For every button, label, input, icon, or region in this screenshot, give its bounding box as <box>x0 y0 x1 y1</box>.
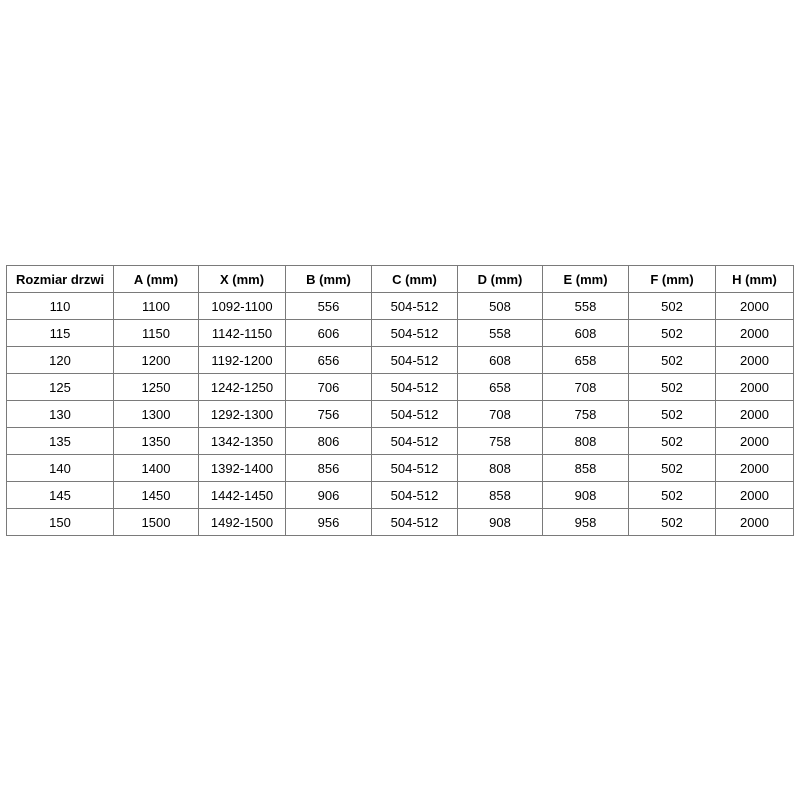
table-cell: 608 <box>458 347 543 374</box>
table-cell: 145 <box>7 482 114 509</box>
table-cell: 1142-1150 <box>199 320 286 347</box>
table-cell: 1292-1300 <box>199 401 286 428</box>
table-body <box>7 293 794 536</box>
table-cell: 504-512 <box>372 455 458 482</box>
table-cell: 504-512 <box>372 509 458 536</box>
table-cell: 2000 <box>716 374 794 401</box>
door-dimensions-table <box>6 265 794 536</box>
table-cell: 502 <box>629 401 716 428</box>
table-cell: 1500 <box>114 509 199 536</box>
column-header-0: Rozmiar drzwi <box>7 266 114 293</box>
table-cell: 502 <box>629 482 716 509</box>
table-cell: 608 <box>543 320 629 347</box>
table-cell: 2000 <box>716 428 794 455</box>
table-cell: 1400 <box>114 455 199 482</box>
table-row <box>7 455 794 482</box>
table-cell: 808 <box>543 428 629 455</box>
table-cell: 808 <box>458 455 543 482</box>
table-cell: 858 <box>458 482 543 509</box>
table-cell: 658 <box>458 374 543 401</box>
table-cell: 130 <box>7 401 114 428</box>
table-cell: 1100 <box>114 293 199 320</box>
table-cell: 1200 <box>114 347 199 374</box>
table-cell: 556 <box>286 293 372 320</box>
table-cell: 856 <box>286 455 372 482</box>
column-header-1: A (mm) <box>114 266 199 293</box>
column-header-3: B (mm) <box>286 266 372 293</box>
table-cell: 502 <box>629 374 716 401</box>
table-cell: 708 <box>543 374 629 401</box>
table-cell: 908 <box>543 482 629 509</box>
table-cell: 706 <box>286 374 372 401</box>
table-row <box>7 482 794 509</box>
table-cell: 756 <box>286 401 372 428</box>
table-row <box>7 428 794 455</box>
table-cell: 758 <box>458 428 543 455</box>
column-header-6: E (mm) <box>543 266 629 293</box>
table-cell: 502 <box>629 293 716 320</box>
table-row <box>7 509 794 536</box>
table-cell: 658 <box>543 347 629 374</box>
table-cell: 502 <box>629 455 716 482</box>
table-cell: 1342-1350 <box>199 428 286 455</box>
column-header-5: D (mm) <box>458 266 543 293</box>
table-cell: 504-512 <box>372 320 458 347</box>
column-header-7: F (mm) <box>629 266 716 293</box>
table-cell: 958 <box>543 509 629 536</box>
table-cell: 150 <box>7 509 114 536</box>
table-cell: 1242-1250 <box>199 374 286 401</box>
table-cell: 2000 <box>716 293 794 320</box>
table-row <box>7 320 794 347</box>
table-cell: 504-512 <box>372 482 458 509</box>
table-cell: 1350 <box>114 428 199 455</box>
table-cell: 2000 <box>716 401 794 428</box>
table-cell: 806 <box>286 428 372 455</box>
table-cell: 2000 <box>716 320 794 347</box>
table-cell: 1392-1400 <box>199 455 286 482</box>
table-cell: 1450 <box>114 482 199 509</box>
table-cell: 504-512 <box>372 347 458 374</box>
table-cell: 656 <box>286 347 372 374</box>
table-cell: 858 <box>543 455 629 482</box>
table-cell: 558 <box>458 320 543 347</box>
table-cell: 708 <box>458 401 543 428</box>
table-cell: 135 <box>7 428 114 455</box>
table-row <box>7 347 794 374</box>
table-cell: 1300 <box>114 401 199 428</box>
table-cell: 140 <box>7 455 114 482</box>
table-cell: 758 <box>543 401 629 428</box>
column-header-2: X (mm) <box>199 266 286 293</box>
table-cell: 502 <box>629 428 716 455</box>
table-cell: 115 <box>7 320 114 347</box>
table-cell: 2000 <box>716 482 794 509</box>
table-cell: 120 <box>7 347 114 374</box>
table-cell: 606 <box>286 320 372 347</box>
table-cell: 908 <box>458 509 543 536</box>
table-row <box>7 401 794 428</box>
table-cell: 2000 <box>716 455 794 482</box>
table-cell: 504-512 <box>372 428 458 455</box>
table-cell: 504-512 <box>372 293 458 320</box>
table-row <box>7 293 794 320</box>
table-cell: 956 <box>286 509 372 536</box>
table-cell: 1092-1100 <box>199 293 286 320</box>
table-cell: 558 <box>543 293 629 320</box>
table-cell: 504-512 <box>372 401 458 428</box>
table-cell: 2000 <box>716 347 794 374</box>
column-header-8: H (mm) <box>716 266 794 293</box>
table-cell: 125 <box>7 374 114 401</box>
table-cell: 1442-1450 <box>199 482 286 509</box>
table-cell: 2000 <box>716 509 794 536</box>
table-cell: 110 <box>7 293 114 320</box>
table-cell: 502 <box>629 509 716 536</box>
table-cell: 1250 <box>114 374 199 401</box>
table-cell: 1150 <box>114 320 199 347</box>
column-header-4: C (mm) <box>372 266 458 293</box>
table-cell: 1192-1200 <box>199 347 286 374</box>
table-header-row <box>7 266 794 293</box>
table-cell: 502 <box>629 320 716 347</box>
table-cell: 1492-1500 <box>199 509 286 536</box>
table-row <box>7 374 794 401</box>
table-cell: 502 <box>629 347 716 374</box>
table-cell: 906 <box>286 482 372 509</box>
table-cell: 508 <box>458 293 543 320</box>
table-cell: 504-512 <box>372 374 458 401</box>
